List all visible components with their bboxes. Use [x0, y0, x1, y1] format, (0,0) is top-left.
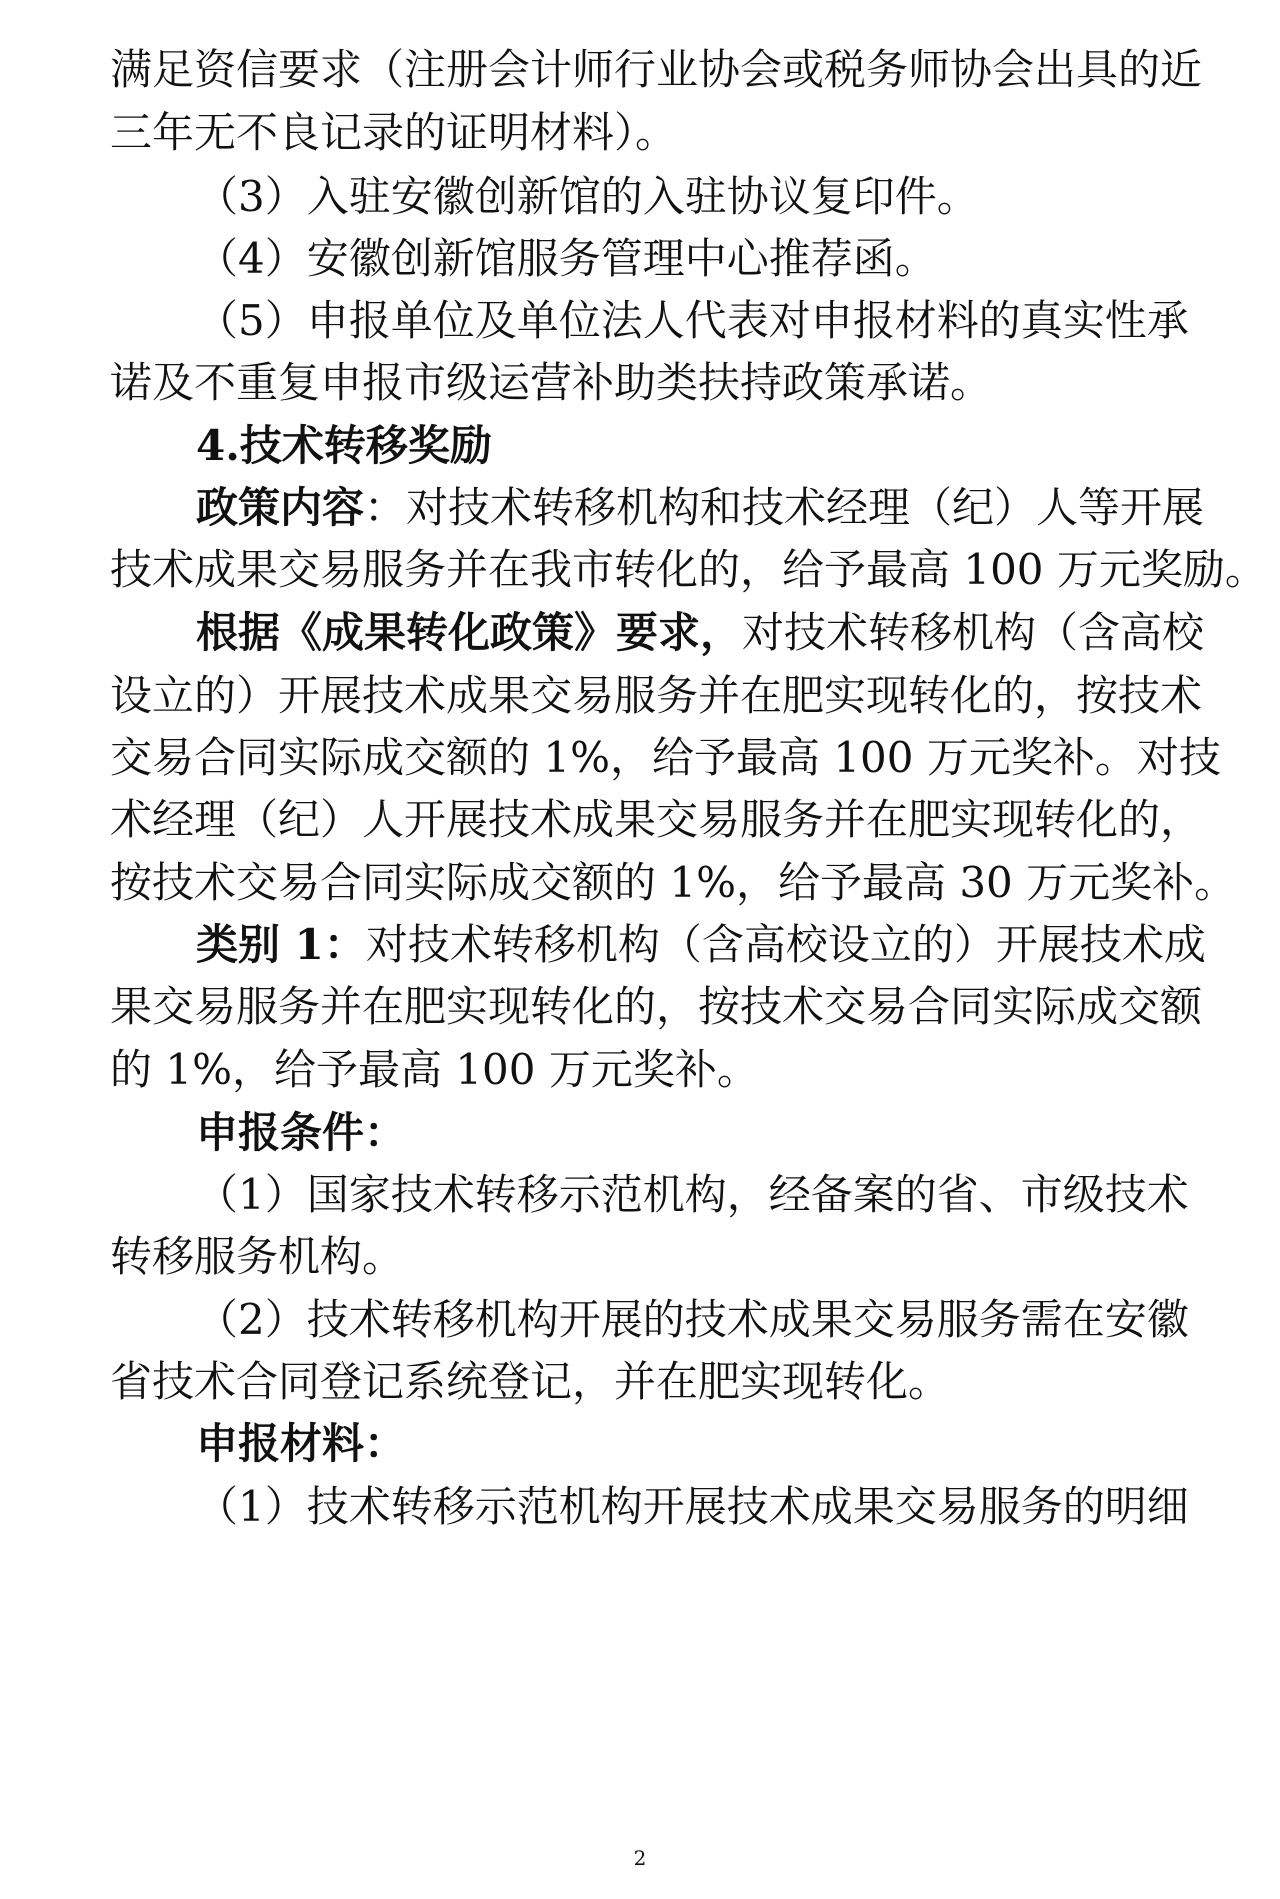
section-heading: 申报材料：: [196, 1419, 407, 1468]
inline-label: 根据《成果转化政策》要求，: [196, 608, 743, 657]
text-line: （5）申报单位及单位法人代表对申报材料的真实性承: [196, 296, 1189, 345]
text-line: 满足资信要求（注册会计师行业协会或税务师协会出具的近: [110, 45, 1203, 94]
text-line: 设立的）开展技术成果交易服务并在肥实现转化的，按技术: [110, 671, 1203, 720]
text-line: （1）技术转移示范机构开展技术成果交易服务的明细: [196, 1482, 1189, 1531]
text-line: [196, 608, 1205, 658]
section-heading: 申报条件：: [196, 1108, 407, 1157]
text-line: 术经理（纪）人开展技术成果交易服务并在肥实现转化的，: [110, 795, 1203, 844]
text-span: ：对技术转移机构和技术经理（纪）人等开展: [364, 483, 1205, 532]
text-line: 三年无不良记录的证明材料）。: [110, 108, 678, 157]
text-line: 果交易服务并在肥实现转化的，按技术交易合同实际成交额: [110, 982, 1203, 1031]
text-line: 省技术合同登记系统登记，并在肥实现转化。: [110, 1357, 951, 1406]
text-line: 按技术交易合同实际成交额的 1%，给予最高 30 万元奖补。: [110, 858, 1237, 907]
page-number: 2: [633, 1846, 647, 1870]
text-span: 对技术转移机构（含高校: [742, 608, 1205, 657]
text-line: 交易合同实际成交额的 1%，给予最高 100 万元奖补。对技: [110, 733, 1221, 782]
text-line: 技术成果交易服务并在我市转化的，给予最高 100 万元奖励。: [110, 545, 1267, 594]
text-line: （2）技术转移机构开展的技术成果交易服务需在安徽: [196, 1295, 1189, 1344]
inline-label: 类别 1：: [196, 920, 366, 969]
text-line: 的 1%，给予最高 100 万元奖补。: [110, 1045, 759, 1094]
text-line: [196, 483, 1205, 533]
text-line: （1）国家技术转移示范机构，经备案的省、市级技术: [196, 1170, 1189, 1219]
text-line: （4）安徽创新馆服务管理中心推荐函。: [196, 234, 937, 283]
text-line: （3）入驻安徽创新馆的入驻协议复印件。: [196, 172, 979, 221]
inline-label: 政策内容: [196, 483, 365, 532]
text-line: [196, 920, 1206, 970]
text-span: 对技术转移机构（含高校设立的）开展技术成: [365, 920, 1206, 969]
text-line: 诺及不重复申报市级运营补助类扶持政策承诺。: [110, 358, 993, 407]
text-line: 转移服务机构。: [110, 1232, 405, 1281]
section-heading: 4.技术转移奖励: [196, 421, 492, 470]
